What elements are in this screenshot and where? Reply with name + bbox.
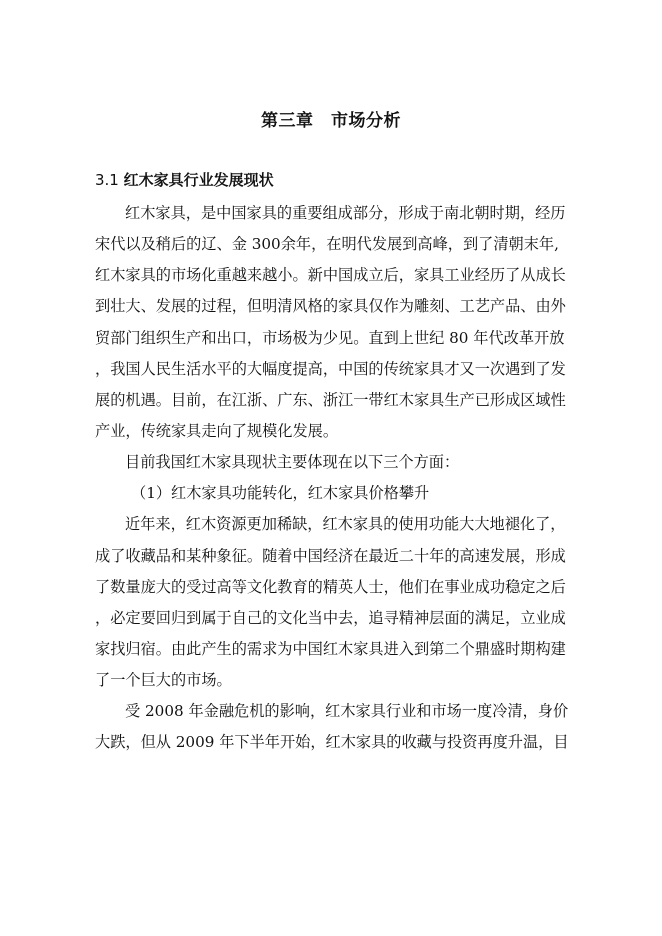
paragraph-line: 宋代以及稍后的辽、金 300余年，在明代发展到高峰，到了清朝末年, [95,235,559,254]
subheading-line: （1）红木家具功能转化，红木家具价格攀升 [131,484,430,503]
chapter-title: 第三章 市场分析 [261,111,401,131]
paragraph-line: 到壮大、发展的过程，但明清风格的家具仅作为雕刻、工艺产品、由外 [95,297,566,316]
paragraph-line: 红木家具的市场化重越来越小。新中国成立后，家具工业经历了从成长 [95,266,566,285]
paragraph-line: 了数量庞大的受过高等文化教育的精英人士，他们在事业成功稳定之后 [95,577,566,596]
paragraph-line: 近年来，红木资源更加稀缺，红木家具的使用功能大大地褪化了， [125,515,566,534]
section-number: 3.1 [95,171,119,189]
paragraph-line: 大跌，但从 2009 年下半年开始，红木家具的收藏与投资再度升温，目 [95,733,569,752]
paragraph-line: 家找归宿。由此产生的需求为中国红木家具进入到第二个鼎盛时期构建 [95,639,566,658]
paragraph-line: 贸部门组织生产和出口，市场极为少见。直到上世纪 80 年代改革开放 [95,328,565,347]
paragraph-line: ，我国人民生活水平的大幅度提高，中国的传统家具才又一次遇到了发 [95,359,566,378]
body-text [95,198,585,759]
paragraph-line: 成了收藏品和某种象征。随着中国经济在最近二十年的高速发展，形成 [95,546,566,565]
paragraph-line: 红木家具，是中国家具的重要组成部分，形成于南北朝时期，经历 [125,204,566,222]
paragraph-line: 展的机遇。目前，在江浙、广东、浙江一带红木家具生产已形成区域性 [95,390,566,409]
section-heading [95,169,274,190]
paragraph-line: 目前我国红木家具现状主要体现在以下三个方面： [125,453,460,472]
paragraph-line: 了一个巨大的市场。 [95,671,232,690]
section-title: 红木家具行业发展现状 [123,171,274,189]
paragraph-line: 产业，传统家具走向了规模化发展。 [95,421,338,440]
paragraph-line: 受 2008 年金融危机的影响，红木家具行业和市场一度冷清，身价 [125,702,569,721]
paragraph-line: ，必定要回归到属于自己的文化当中去，追寻精神层面的满足，立业成 [95,608,566,627]
